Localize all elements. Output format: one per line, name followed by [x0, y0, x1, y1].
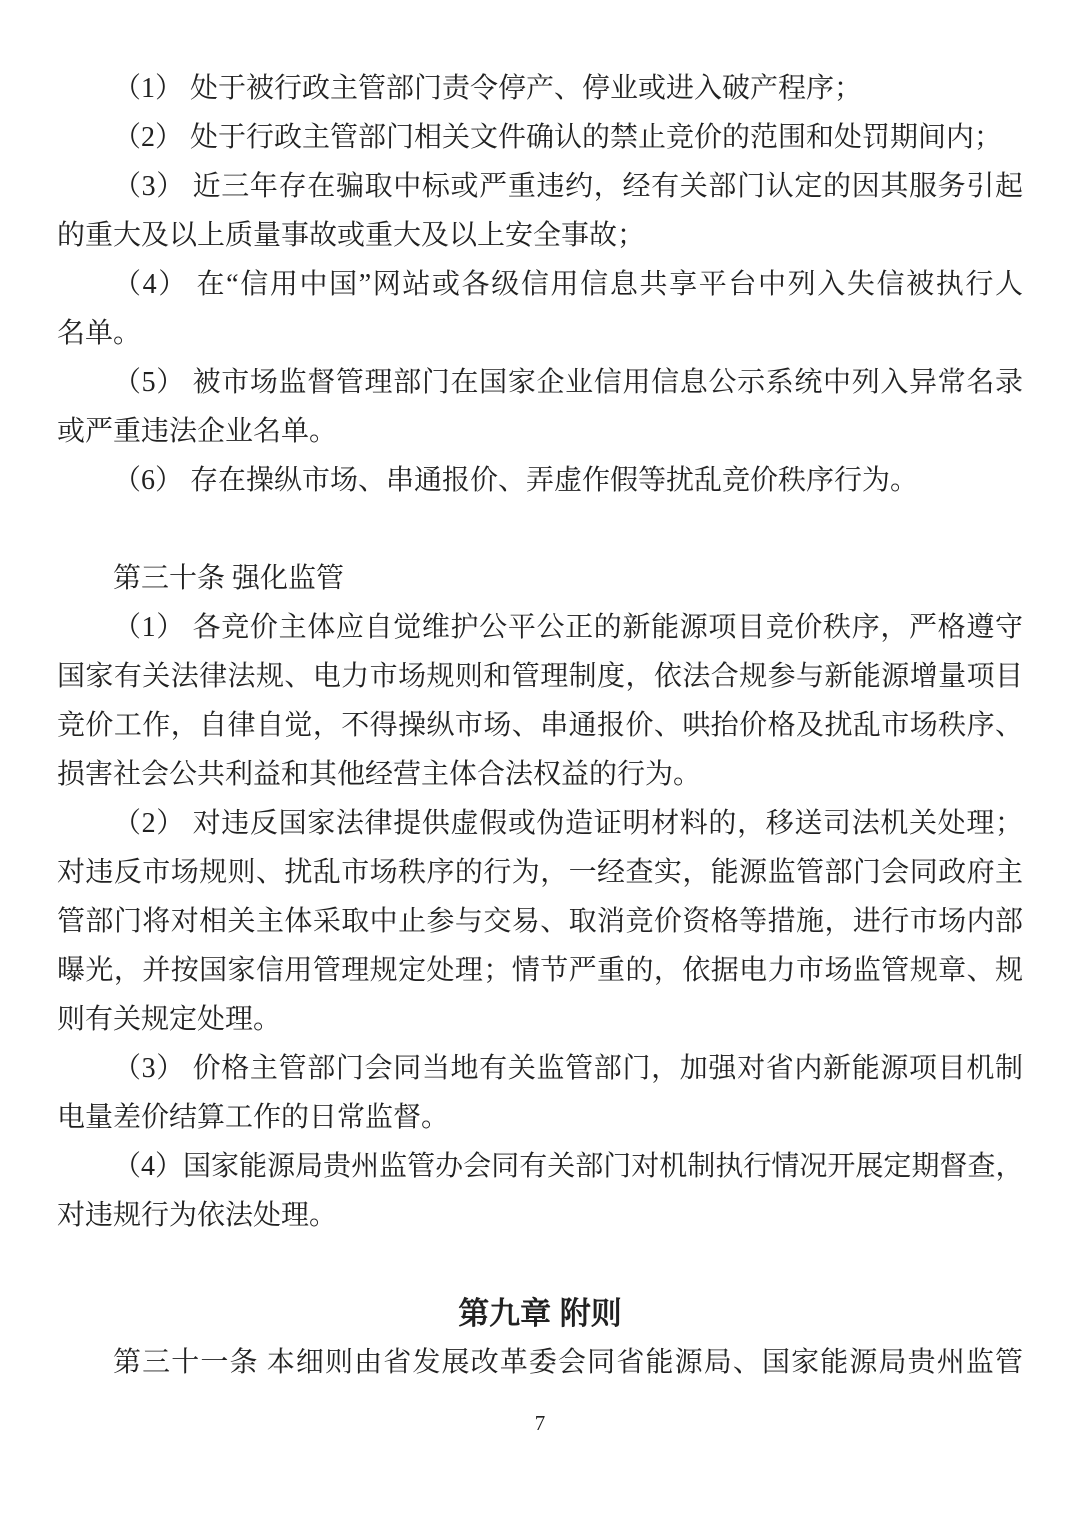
paragraph	[57, 1338, 1023, 1387]
text-line: 则有关规定处理。	[57, 1004, 282, 1035]
text-line: 对违规行为依法处理。	[57, 1200, 338, 1231]
paragraph	[57, 1044, 1023, 1142]
text-line: （1） 处于被行政主管部门责令停产、停业或进入破产程序；	[113, 73, 863, 104]
paragraph	[57, 162, 1023, 260]
page-number: 7	[534, 1411, 546, 1435]
paragraph-spacer	[57, 505, 1023, 554]
text-line: 管部门将对相关主体采取中止参与交易、取消竞价资格等措施，进行市场内部	[57, 906, 1023, 937]
paragraph	[57, 603, 1023, 799]
text-line: 曝光，并按国家信用管理规定处理；情节严重的，依据电力市场监管规章、规	[57, 955, 1023, 986]
paragraph	[57, 554, 1023, 603]
text-line: 对违反市场规则、扰乱市场秩序的行为，一经查实，能源监管部门会同政府主	[57, 857, 1023, 888]
paragraph	[57, 113, 1023, 162]
text-line: （5） 被市场监督管理部门在国家企业信用信息公示系统中列入异常名录	[113, 367, 1023, 398]
text-line: （4）国家能源局贵州监管办会同有关部门对机制执行情况开展定期督查，	[113, 1151, 1023, 1182]
paragraph	[57, 260, 1023, 358]
paragraph-spacer	[57, 1240, 1023, 1289]
text-line: （2） 处于行政主管部门相关文件确认的禁止竞价的范围和处罚期间内；	[113, 122, 1003, 153]
text-line: （1） 各竞价主体应自觉维护公平公正的新能源项目竞价秩序，严格遵守	[113, 612, 1023, 643]
page-footer	[0, 1408, 1080, 1438]
paragraph	[57, 358, 1023, 456]
text-line: （2） 对违反国家法律提供虚假或伪造证明材料的，移送司法机关处理；	[113, 808, 1023, 839]
text-line: 第三十一条 本细则由省发展改革委会同省能源局、国家能源局贵州监管	[113, 1347, 1023, 1378]
text-line: （3） 价格主管部门会同当地有关监管部门，加强对省内新能源项目机制	[113, 1053, 1023, 1084]
text-line: 名单。	[57, 318, 142, 349]
paragraph	[57, 1142, 1023, 1240]
text-line: 或严重违法企业名单。	[57, 416, 338, 447]
chapter-heading: 第九章 附则	[458, 1296, 622, 1331]
text-line: 电量差价结算工作的日常监督。	[57, 1102, 450, 1133]
paragraph	[57, 64, 1023, 113]
text-line: 的重大及以上质量事故或重大及以上安全事故；	[57, 220, 646, 251]
text-line: 竞价工作，自律自觉，不得操纵市场、串通报价、哄抬价格及扰乱市场秩序、	[57, 710, 1023, 741]
document-body	[57, 64, 1023, 1387]
paragraph	[57, 799, 1023, 1044]
text-line: 第三十条 强化监管	[113, 563, 345, 594]
text-line: 国家有关法律法规、电力市场规则和管理制度，依法合规参与新能源增量项目	[57, 661, 1023, 692]
text-line: （3） 近三年存在骗取中标或严重违约，经有关部门认定的因其服务引起	[113, 171, 1023, 202]
text-line: （6） 存在操纵市场、串通报价、弄虚作假等扰乱竞价秩序行为。	[113, 465, 919, 496]
text-line: 损害社会公共利益和其他经营主体合法权益的行为。	[57, 759, 702, 790]
paragraph	[57, 456, 1023, 505]
text-line: （4） 在“信用中国”网站或各级信用信息共享平台中列入失信被执行人	[113, 269, 1023, 300]
